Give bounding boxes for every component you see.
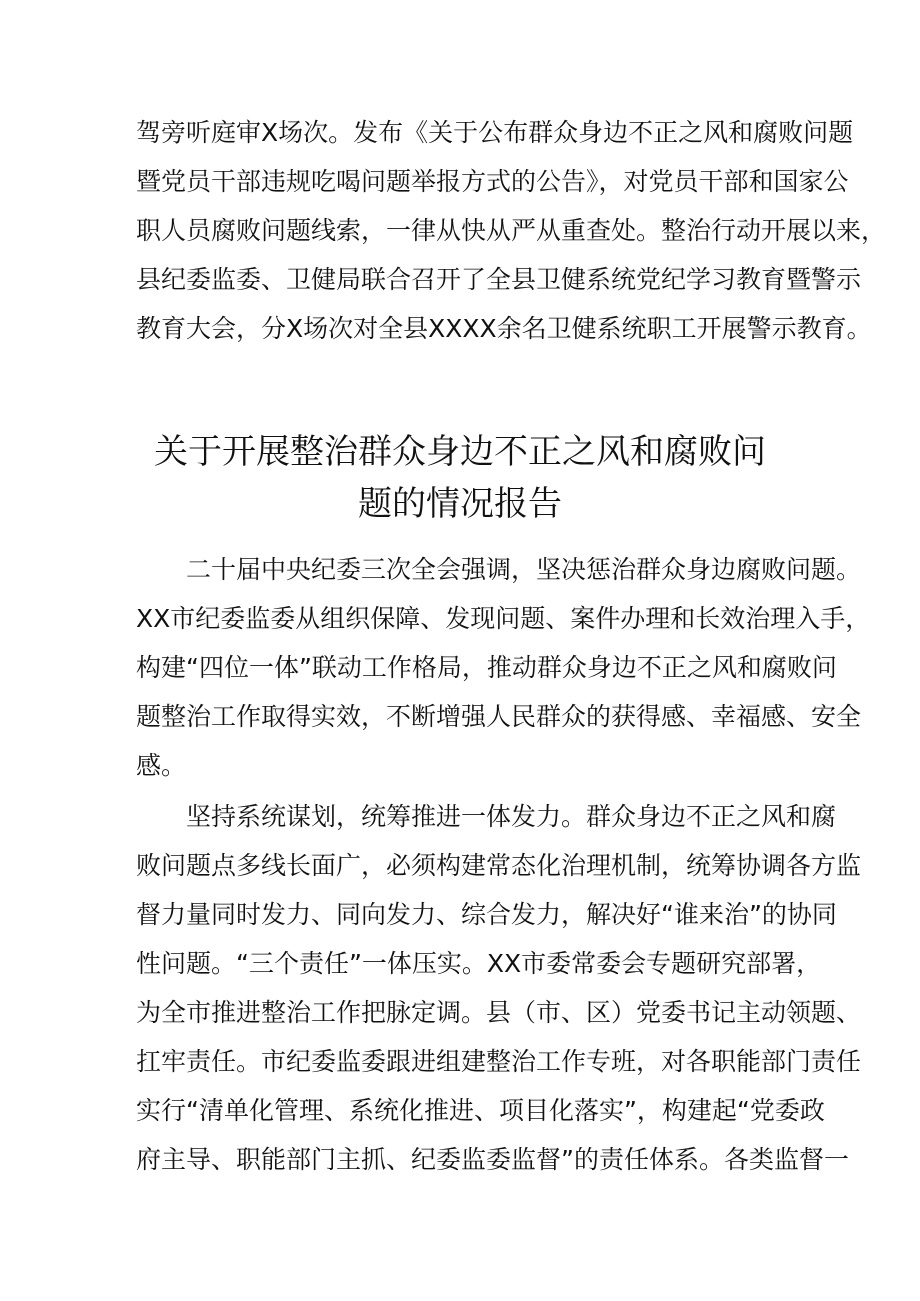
paragraph-1-line: 感。	[136, 751, 187, 780]
intro-line: 教育大会，分X场次对全县XXXX余名卫健系统职工开展警示教育。	[136, 314, 872, 343]
paragraph-1-line: 二十届中央纪委三次全会强调，坚决惩治群众身边腐败问题。	[186, 555, 862, 584]
intro-line: 县纪委监委、卫健局联合召开了全县卫健系统党纪学习教育暨警示	[136, 265, 862, 294]
paragraph-1-line: 构建“四位一体”联动工作格局，推动群众身边不正之风和腐败问	[136, 653, 837, 682]
paragraph-2-line: 为全市推进整治工作把脉定调。县（市、区）党委书记主动领题、	[136, 998, 862, 1027]
intro-line: 暨党员干部违规吃喝问题举报方式的公告》，对党员干部和国家公	[136, 167, 849, 196]
paragraph-2-line: 坚持系统谋划，统筹推进一体发力。群众身边不正之风和腐	[186, 802, 837, 831]
paragraph-2-line: 败问题点多线长面广，必须构建常态化治理机制，统筹协调各方监	[136, 851, 862, 880]
paragraph-1-line: XX市纪委监委从组织保障、发现问题、案件办理和长效治理入手，	[136, 604, 871, 633]
report-title-line-2: 题的情况报告	[358, 483, 562, 524]
report-title-line-1: 关于开展整治群众身边不正之风和腐败问	[154, 431, 766, 472]
body-paragraph-1	[136, 545, 871, 790]
report-title	[120, 426, 800, 530]
paragraph-2-line: 性问题。“三个责任”一体压实。XX市委常委会专题研究部署，	[136, 949, 822, 978]
paragraph-2-line: 督力量同时发力、同向发力、综合发力，解决好“谁来治”的协同	[136, 900, 837, 929]
paragraph-1-line: 题整治工作取得实效，不断增强人民群众的获得感、幸福感、安全	[136, 702, 862, 731]
paragraph-2-line: 府主导、职能部门主抓、纪委监委监督”的责任体系。各类监督一	[136, 1145, 849, 1174]
paragraph-2-line: 扛牢责任。市纪委监委跟进组建整治工作专班，对各职能部门责任	[136, 1047, 862, 1076]
intro-paragraph	[136, 108, 887, 353]
paragraph-2-line: 实行“清单化管理、系统化推进、项目化落实”，构建起“党委政	[136, 1096, 825, 1125]
body-paragraph-2	[136, 792, 862, 1184]
intro-line: 驾旁听庭审X场次。发布《关于公布群众身边不正之风和腐败问题	[136, 118, 854, 147]
intro-line: 职人员腐败问题线索，一律从快从严从重查处。整治行动开展以来，	[136, 216, 887, 245]
